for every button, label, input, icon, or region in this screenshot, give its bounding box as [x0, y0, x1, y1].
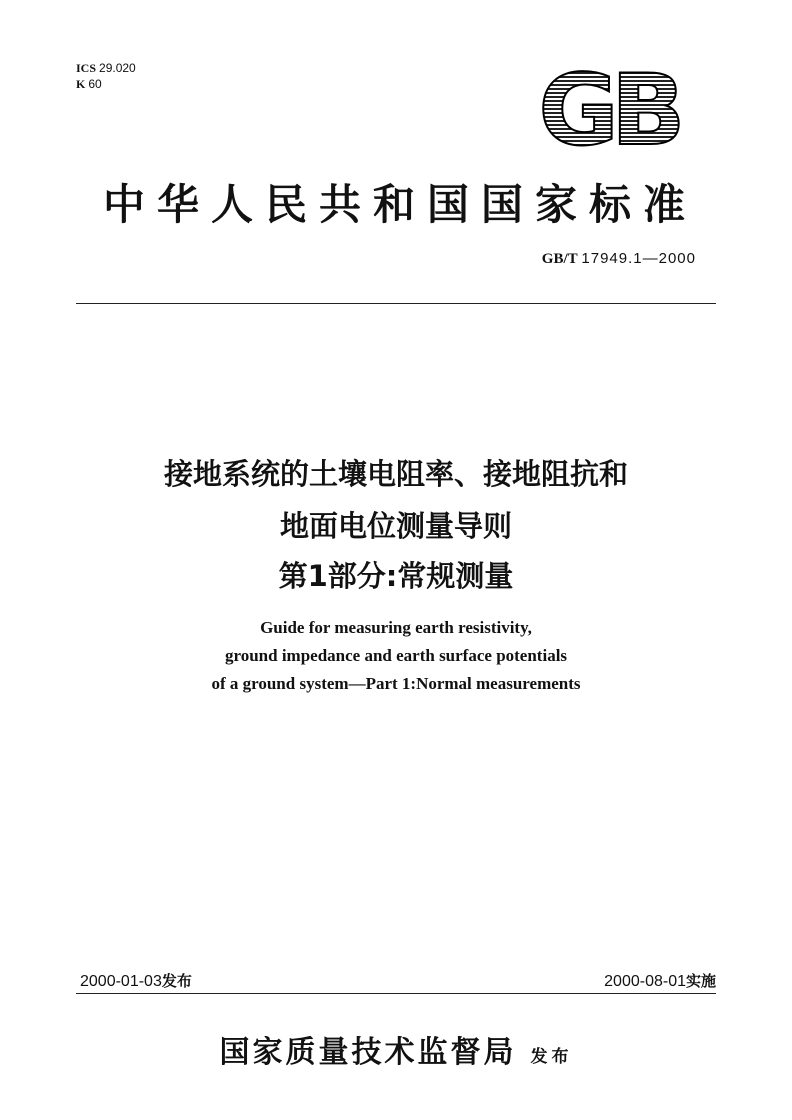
ics-label: ICS: [76, 61, 97, 75]
issue-date: [80, 970, 192, 991]
en-title-line-2: ground impedance and earth surface potentials: [224, 646, 568, 665]
gb-logo-text: GB: [538, 64, 678, 152]
ccs-label: K: [76, 77, 86, 91]
header-divider: [76, 303, 716, 304]
cn-title-line-2: 地面电位测量导则: [279, 509, 512, 543]
standard-type-heading: 中华人民共和国国家标准: [102, 180, 697, 229]
implementation-date: [604, 970, 716, 991]
en-title-line-1: Guide for measuring earth resistivity,: [260, 618, 532, 637]
standard-number: [542, 250, 696, 268]
publisher-action: 发布: [530, 1047, 573, 1067]
cn-title-line-3: 第1部分:常规测量: [278, 559, 514, 593]
ics-code: [76, 60, 136, 76]
footer-divider: [76, 993, 716, 994]
cn-title-line-1: 接地系统的土壤电阻率、接地阻抗和: [163, 457, 628, 491]
ccs-value: 60: [88, 77, 102, 91]
implementation-date-value: 2000-08-01: [604, 973, 686, 990]
standard-prefix: GB/T: [541, 251, 578, 267]
issue-date-label: 发布: [161, 972, 192, 990]
issue-date-value: 2000-01-03: [80, 973, 162, 990]
classification-codes: [76, 60, 136, 92]
ccs-code: [76, 76, 136, 92]
standard-code: 17949.1—2000: [581, 250, 696, 267]
publisher-organization: 国家质量技术监督局: [219, 1035, 517, 1070]
gb-logo: [527, 64, 689, 152]
implementation-date-label: 实施: [685, 972, 716, 990]
publisher-line: [0, 1027, 792, 1071]
ics-value: 29.020: [99, 61, 136, 75]
en-title-line-3: of a ground system—Part 1:Normal measurements: [211, 674, 581, 693]
